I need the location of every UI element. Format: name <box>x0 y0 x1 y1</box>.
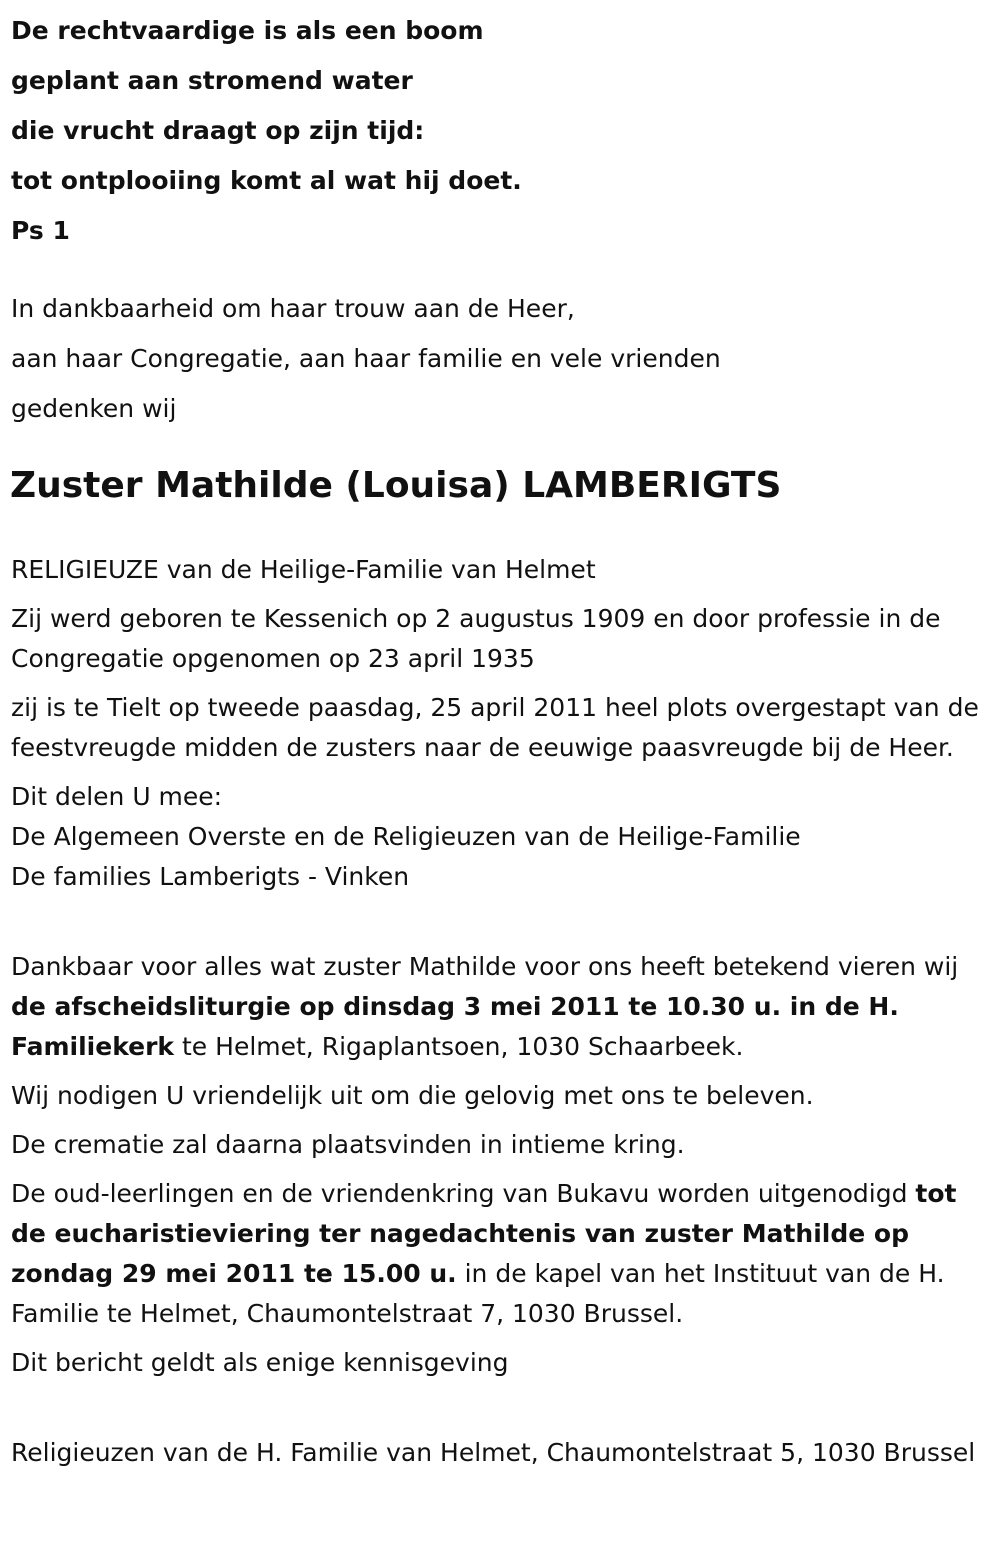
psalm-line: tot ontplooiing komt al wat hij doet. <box>11 166 522 195</box>
invitation-text: Wij nodigen U vriendelijk uit om die gelovig met ons te beleven. <box>11 1081 814 1110</box>
farewell-post: te Helmet, Rigaplantsoen, 1030 Schaarbeek. <box>174 1032 744 1061</box>
announcer-families: De families Lamberigts - Vinken <box>11 862 410 891</box>
notice-text: Dit bericht geldt als enige kennisgeving <box>11 1348 509 1377</box>
spacer <box>11 906 986 947</box>
psalm-reference: Ps 1 <box>11 216 70 245</box>
eucharist-pre: De oud-leerlingen en de vriendenkring van Bukavu worden uitgenodigd <box>11 1179 916 1208</box>
obituary-body <box>11 550 986 1482</box>
announcement <box>11 777 986 897</box>
announcer-congregation: De Algemeen Overste en de Religieuzen van de Heilige-Familie <box>11 822 801 851</box>
role-text: RELIGIEUZE van de Heilige-Familie van Helmet <box>11 555 596 584</box>
farewell-liturgy <box>11 947 986 1067</box>
farewell-pre: Dankbaar voor alles wat zuster Mathilde voor ons heeft betekend vieren wij <box>11 952 959 981</box>
eucharist-post: in de kapel van het Instituut van de H. Familie te Helmet, Chaumontelstraat 7, 1030 Brussel. <box>11 1259 945 1328</box>
farewell-details: de afscheidsliturgie op dinsdag 3 mei 2011 te 10.30 u. in de H. Familiekerk <box>11 992 899 1061</box>
death-text: zij is te Tielt op tweede paasdag, 25 april 2011 heel plots overgestapt van de feestvreugde midden de zusters naar de eeuwige paasvreugde bij de Heer. <box>11 693 979 762</box>
spacer <box>11 1392 986 1433</box>
psalm-line: De rechtvaardige is als een boom <box>11 16 484 45</box>
gratitude-line: gedenken wij <box>11 394 177 423</box>
eucharist-details: tot de eucharistieviering ter nagedachtenis van zuster Mathilde op zondag 29 mei 2011 te 15.00 u. <box>11 1179 957 1288</box>
gratitude-line: In dankbaarheid om haar trouw aan de Heer, <box>11 294 575 323</box>
psalm-line: geplant aan stromend water <box>11 66 413 95</box>
gratitude-intro <box>11 284 971 434</box>
announce-intro: Dit delen U mee: <box>11 782 223 811</box>
psalm-line: die vrucht draagt op zijn tijd: <box>11 116 425 145</box>
cremation-text: De crematie zal daarna plaatsvinden in intieme kring. <box>11 1130 685 1159</box>
gratitude-line: aan haar Congregatie, aan haar familie en vele vrienden <box>11 344 721 373</box>
footer-address: Religieuzen van de H. Familie van Helmet, Chaumontelstraat 5, 1030 Brussel <box>11 1438 976 1467</box>
psalm-quote <box>11 6 971 256</box>
deceased-name: Zuster Mathilde (Louisa) LAMBERIGTS <box>10 465 782 506</box>
eucharist-invitation <box>11 1174 986 1334</box>
birth-text: Zij werd geboren te Kessenich op 2 augustus 1909 en door professie in de Congregatie opgenomen op 23 april 1935 <box>11 604 941 673</box>
